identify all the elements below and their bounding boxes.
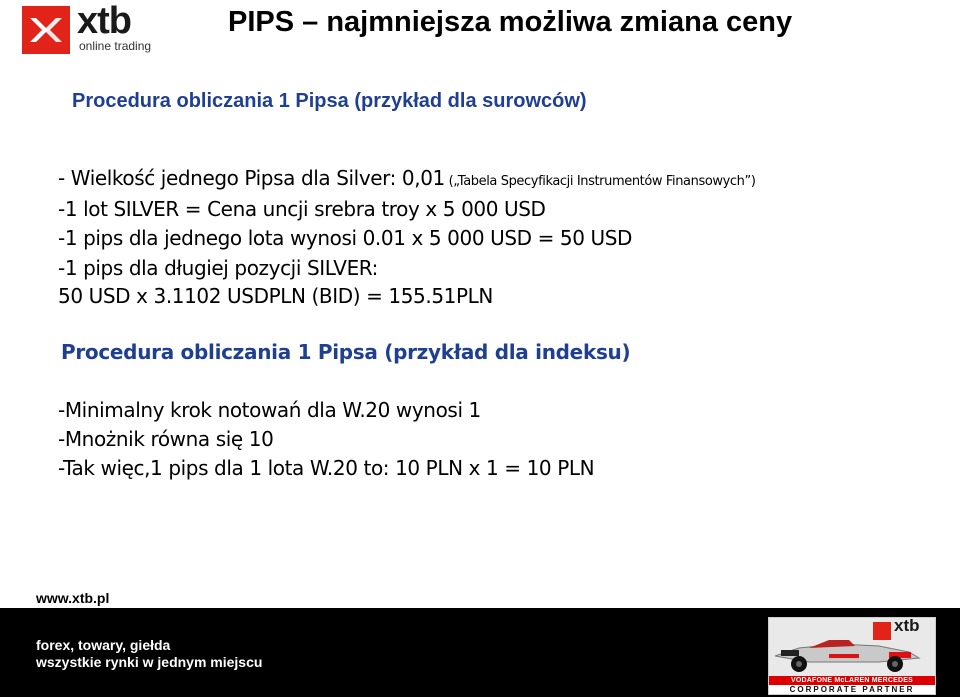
xtb-logo-mark-icon — [22, 6, 70, 54]
partner-xtb-word: xtb — [894, 617, 920, 635]
partner-line-1: VODAFONE McLAREN MERCEDES — [769, 676, 935, 685]
race-car-image — [769, 618, 935, 676]
section1-line2: -1 lot SILVER = Cena uncji srebra troy x 5 000 USD — [58, 197, 546, 221]
xtb-logo-tagline: online trading — [79, 39, 152, 53]
xtb-logo — [22, 0, 162, 54]
section1-line4: -1 pips dla długiej pozycji SILVER: — [58, 256, 379, 280]
partner-xtb-mark-icon — [873, 622, 891, 640]
section1-line1 — [58, 166, 756, 190]
website-link[interactable]: www.xtb.pl — [36, 590, 110, 606]
section1-line3: -1 pips dla jednego lota wynosi 0.01 x 5 000 USD = 50 USD — [58, 226, 633, 250]
section1-heading: Procedura obliczania 1 Pipsa (przykład dla surowców) — [72, 90, 587, 112]
section1-line1-note: („Tabela Specyfikacji Instrumentów Finansowych”) — [444, 174, 756, 189]
section1-line1-main: - Wielkość jednego Pipsa dla Silver: 0,01 — [58, 166, 445, 190]
partner-line-2: CORPORATE PARTNER — [769, 685, 935, 694]
section2-heading: Procedura obliczania 1 Pipsa (przykład dla indeksu) — [61, 340, 631, 364]
xtb-logo-word: xtb — [77, 0, 131, 42]
partner-badge — [768, 617, 936, 695]
section2-line1: -Minimalny krok notowań dla W.20 wynosi 1 — [58, 398, 481, 422]
page-title: PIPS – najmniejsza możliwa zmiana ceny — [228, 6, 793, 38]
partner-xtb-logo — [873, 617, 931, 642]
footer-slogan-1: forex, towary, giełda — [36, 637, 171, 653]
section2-line2: -Mnożnik równa się 10 — [58, 427, 274, 451]
section2-line3: -Tak więc,1 pips dla 1 lota W.20 to: 10 PLN x 1 = 10 PLN — [58, 456, 595, 480]
section1-line5: 50 USD x 3.1102 USDPLN (BID) = 155.51PLN — [58, 284, 493, 308]
footer-bar — [0, 608, 960, 697]
footer-slogan-2: wszystkie rynki w jednym miejscu — [36, 654, 263, 670]
